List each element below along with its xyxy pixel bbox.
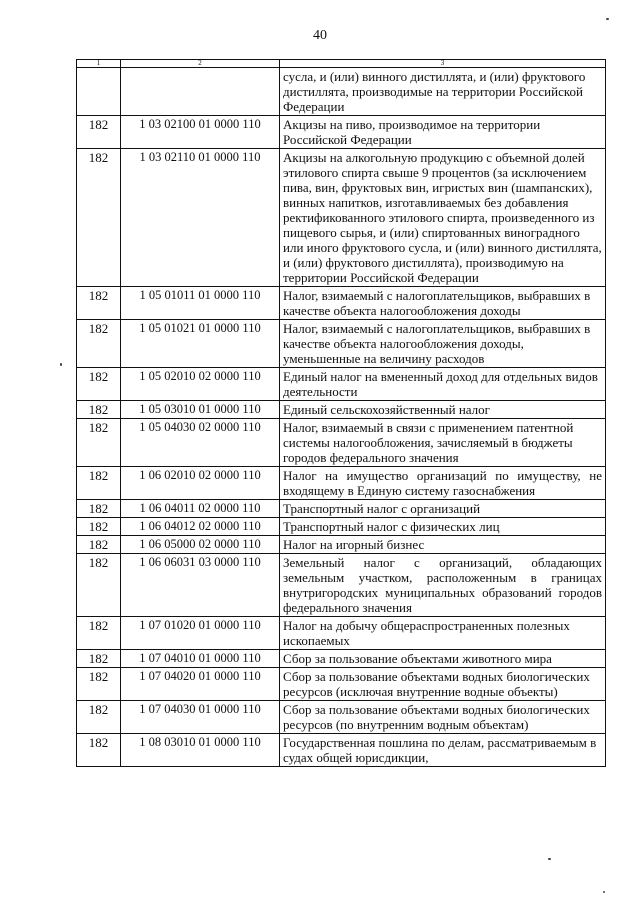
code-cell: 1 08 03010 01 0000 110 [121,734,280,767]
authority-cell: 182 [77,518,121,536]
code-cell: 1 05 03010 01 0000 110 [121,401,280,419]
scan-speck [60,363,62,366]
table-row [77,701,606,734]
description-cell: Налог на добычу общераспространенных полезных ископаемых [280,617,606,650]
description-cell: Налог, взимаемый в связи с применением патентной системы налогообложения, зачисляемый в бюджеты городов федерального значения [280,419,606,467]
scan-speck [548,858,551,860]
authority-cell: 182 [77,650,121,668]
table-row [77,287,606,320]
code-cell: 1 03 02110 01 0000 110 [121,149,280,287]
table-row [77,650,606,668]
authority-cell: 182 [77,401,121,419]
table-row [77,419,606,467]
description-cell: Акцизы на алкогольную продукцию с объемной долей этилового спирта свыше 9 процентов (за исключением пива, вин, фруктовых вин, игристых вин (шампанских), винных напитков, изготавливаемых без добавления ректификованного этилового спирта, произведенного из пищевого сырья, и (или) спиртованных виноградного или иного фруктового сусла, и (или) винного дистиллята, и (или) фруктового дистиллята), производимую на территории Российской Федерации [280,149,606,287]
authority-cell: 182 [77,116,121,149]
description-cell: Государственная пошлина по делам, рассматриваемым в судах общей юрисдикции, [280,734,606,767]
authority-cell: 182 [77,617,121,650]
table-row [77,518,606,536]
description-cell: Налог на имущество организаций по имуществу, не входящему в Единую систему газоснабжения [280,467,606,500]
code-cell: 1 05 02010 02 0000 110 [121,368,280,401]
column-header-2: 2 [121,60,280,68]
code-cell: 1 07 04030 01 0000 110 [121,701,280,734]
authority-cell: 182 [77,368,121,401]
authority-cell: 182 [77,701,121,734]
code-cell: 1 07 04010 01 0000 110 [121,650,280,668]
code-cell: 1 05 04030 02 0000 110 [121,419,280,467]
description-cell: Транспортный налог с физических лиц [280,518,606,536]
code-cell [121,68,280,116]
description-cell: Единый сельскохозяйственный налог [280,401,606,419]
code-cell: 1 07 01020 01 0000 110 [121,617,280,650]
code-cell: 1 06 04011 02 0000 110 [121,500,280,518]
code-cell: 1 05 01011 01 0000 110 [121,287,280,320]
description-cell: сусла, и (или) винного дистиллята, и (или) фруктового дистиллята, производимые на территории Российской Федерации [280,68,606,116]
authority-cell: 182 [77,536,121,554]
table-row [77,401,606,419]
authority-cell: 182 [77,467,121,500]
scan-speck [606,18,609,20]
table-row [77,320,606,368]
table-row [77,668,606,701]
tax-codes-table [76,59,606,767]
table-row [77,500,606,518]
table-row [77,467,606,500]
authority-cell: 182 [77,419,121,467]
code-cell: 1 06 02010 02 0000 110 [121,467,280,500]
description-cell: Акцизы на пиво, производимое на территории Российской Федерации [280,116,606,149]
code-cell: 1 07 04020 01 0000 110 [121,668,280,701]
table-row [77,149,606,287]
table-row [77,617,606,650]
table-row [77,116,606,149]
description-cell: Единый налог на вмененный доход для отдельных видов деятельности [280,368,606,401]
table-header-row [77,60,606,68]
column-header-3: 3 [280,60,606,68]
code-cell: 1 06 04012 02 0000 110 [121,518,280,536]
authority-cell: 182 [77,149,121,287]
authority-cell: 182 [77,320,121,368]
table-row [77,734,606,767]
table-row [77,554,606,617]
code-cell: 1 06 05000 02 0000 110 [121,536,280,554]
authority-cell: 182 [77,554,121,617]
code-cell: 1 06 06031 03 0000 110 [121,554,280,617]
table-row [77,368,606,401]
description-cell: Сбор за пользование объектами животного мира [280,650,606,668]
table-row [77,68,606,116]
description-cell: Налог на игорный бизнес [280,536,606,554]
description-cell: Сбор за пользование объектами водных биологических ресурсов (по внутренним водным объектам) [280,701,606,734]
scan-speck [603,891,605,893]
authority-cell: 182 [77,287,121,320]
description-cell: Налог, взимаемый с налогоплательщиков, выбравших в качестве объекта налогообложения доходы [280,287,606,320]
authority-cell [77,68,121,116]
authority-cell: 182 [77,734,121,767]
code-cell: 1 05 01021 01 0000 110 [121,320,280,368]
description-cell: Налог, взимаемый с налогоплательщиков, выбравших в качестве объекта налогообложения доходы, уменьшенные на величину расходов [280,320,606,368]
authority-cell: 182 [77,668,121,701]
authority-cell: 182 [77,500,121,518]
description-cell: Сбор за пользование объектами водных биологических ресурсов (исключая внутренние водные объекты) [280,668,606,701]
column-header-1: 1 [77,60,121,68]
description-cell: Транспортный налог с организаций [280,500,606,518]
page-number: 40 [313,28,327,43]
code-cell: 1 03 02100 01 0000 110 [121,116,280,149]
description-cell: Земельный налог с организаций, обладающих земельным участком, расположенным в границах внутригородских муниципальных образований городов федерального значения [280,554,606,617]
table-row [77,536,606,554]
